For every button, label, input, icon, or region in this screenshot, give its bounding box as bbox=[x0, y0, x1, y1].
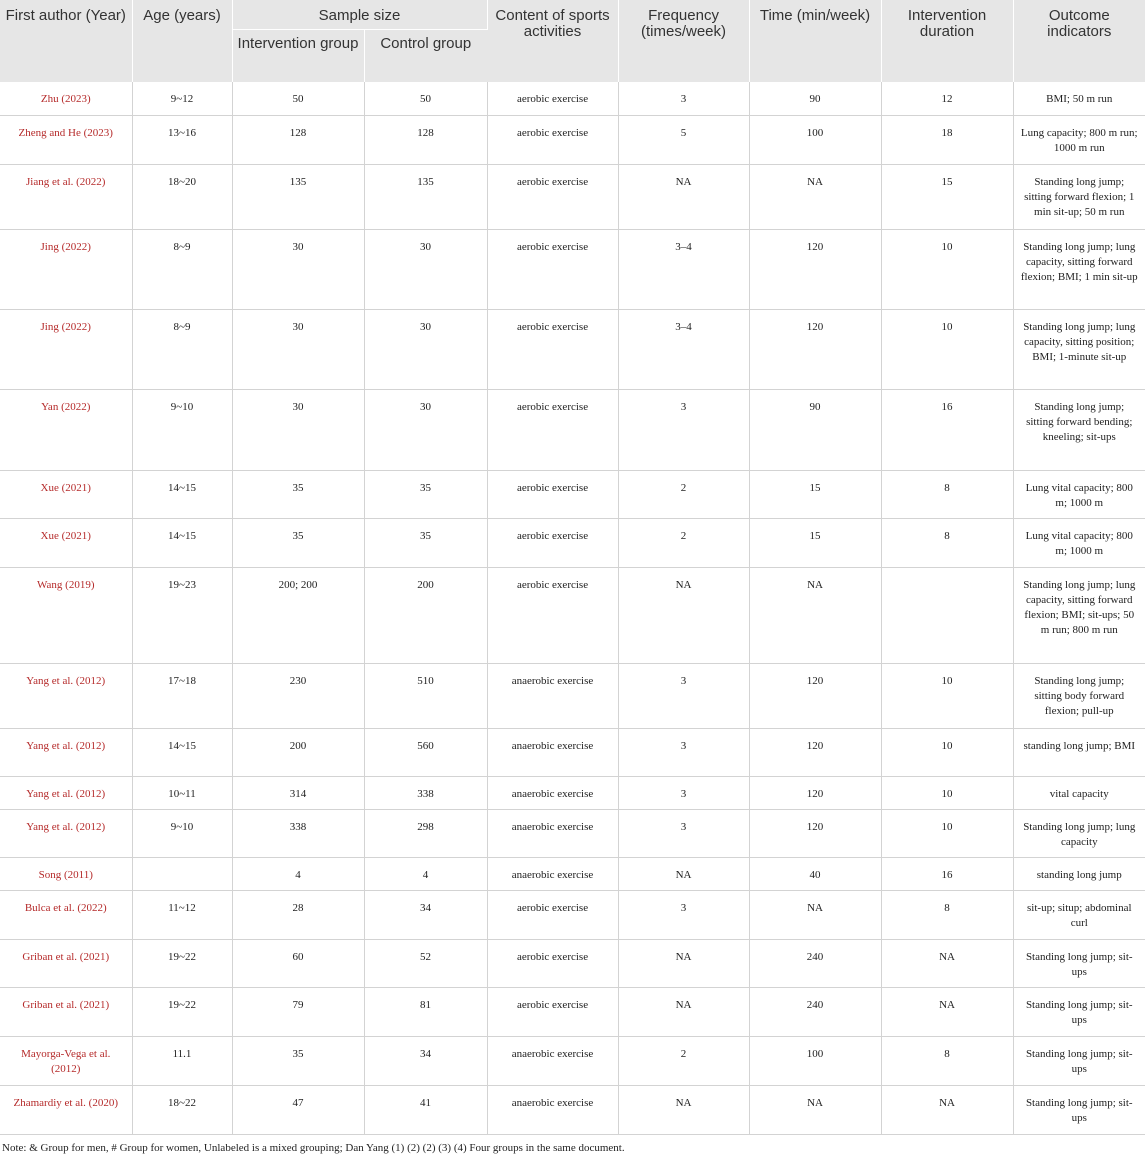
cell-outcome: Standing long jump; sit-ups bbox=[1013, 987, 1145, 1036]
cell-frequency: 3 bbox=[618, 776, 749, 809]
cell-outcome: Standing long jump; sitting forward flexion; 1 min sit-up; 50 m run bbox=[1013, 164, 1145, 229]
cell-author[interactable]: Wang (2019) bbox=[0, 567, 132, 663]
cell-frequency: 2 bbox=[618, 518, 749, 567]
cell-control-group: 4 bbox=[364, 857, 487, 890]
cell-intervention-group: 30 bbox=[232, 309, 364, 389]
cell-control-group: 200 bbox=[364, 567, 487, 663]
cell-content: aerobic exercise bbox=[487, 890, 618, 939]
cell-duration: 16 bbox=[881, 857, 1013, 890]
cell-time: 90 bbox=[749, 82, 881, 115]
cell-outcome: Standing long jump; lung capacity, sitting forward flexion; BMI; sit-ups; 50 m run; 800 m run bbox=[1013, 567, 1145, 663]
cell-duration bbox=[881, 567, 1013, 663]
cell-intervention-group: 200 bbox=[232, 728, 364, 776]
cell-intervention-group: 135 bbox=[232, 164, 364, 229]
cell-control-group: 128 bbox=[364, 115, 487, 164]
cell-duration: 8 bbox=[881, 518, 1013, 567]
cell-time: 120 bbox=[749, 309, 881, 389]
cell-outcome: Standing long jump; lung capacity, sitting position; BMI; 1-minute sit-up bbox=[1013, 309, 1145, 389]
table-body bbox=[0, 82, 1145, 1134]
cell-intervention-group: 50 bbox=[232, 82, 364, 115]
cell-duration: 8 bbox=[881, 890, 1013, 939]
cell-outcome: Lung capacity; 800 m run; 1000 m run bbox=[1013, 115, 1145, 164]
cell-intervention-group: 200; 200 bbox=[232, 567, 364, 663]
cell-intervention-group: 79 bbox=[232, 987, 364, 1036]
cell-content: aerobic exercise bbox=[487, 389, 618, 470]
cell-duration: 10 bbox=[881, 728, 1013, 776]
table-row bbox=[0, 389, 1145, 470]
cell-content: anaerobic exercise bbox=[487, 663, 618, 728]
table-row bbox=[0, 470, 1145, 518]
cell-intervention-group: 35 bbox=[232, 470, 364, 518]
cell-author[interactable]: Yang et al. (2012) bbox=[0, 809, 132, 857]
cell-time: NA bbox=[749, 567, 881, 663]
cell-time: NA bbox=[749, 890, 881, 939]
cell-outcome: standing long jump bbox=[1013, 857, 1145, 890]
cell-duration: 10 bbox=[881, 309, 1013, 389]
table-row bbox=[0, 1085, 1145, 1134]
cell-age: 9~12 bbox=[132, 82, 232, 115]
cell-time: 240 bbox=[749, 939, 881, 987]
table-row bbox=[0, 1036, 1145, 1085]
cell-intervention-group: 30 bbox=[232, 389, 364, 470]
cell-time: 120 bbox=[749, 663, 881, 728]
cell-duration: NA bbox=[881, 987, 1013, 1036]
cell-outcome: vital capacity bbox=[1013, 776, 1145, 809]
header-intervention-group: Intervention group bbox=[232, 29, 364, 82]
cell-age: 8~9 bbox=[132, 309, 232, 389]
cell-control-group: 135 bbox=[364, 164, 487, 229]
cell-author[interactable]: Song (2011) bbox=[0, 857, 132, 890]
cell-author[interactable]: Xue (2021) bbox=[0, 470, 132, 518]
cell-age: 19~22 bbox=[132, 939, 232, 987]
cell-frequency: NA bbox=[618, 987, 749, 1036]
header-first-author: First author (Year) bbox=[0, 0, 132, 82]
cell-intervention-group: 47 bbox=[232, 1085, 364, 1134]
cell-frequency: NA bbox=[618, 164, 749, 229]
cell-content: aerobic exercise bbox=[487, 939, 618, 987]
cell-duration: 8 bbox=[881, 470, 1013, 518]
cell-age: 11.1 bbox=[132, 1036, 232, 1085]
cell-control-group: 338 bbox=[364, 776, 487, 809]
cell-time: 120 bbox=[749, 809, 881, 857]
cell-author[interactable]: Zhamardiy et al. (2020) bbox=[0, 1085, 132, 1134]
cell-age: 9~10 bbox=[132, 389, 232, 470]
cell-intervention-group: 35 bbox=[232, 1036, 364, 1085]
table-row bbox=[0, 987, 1145, 1036]
cell-author[interactable]: Mayorga-Vega et al. (2012) bbox=[0, 1036, 132, 1085]
cell-content: aerobic exercise bbox=[487, 164, 618, 229]
cell-age: 11~12 bbox=[132, 890, 232, 939]
cell-age: 19~23 bbox=[132, 567, 232, 663]
cell-time: 100 bbox=[749, 1036, 881, 1085]
cell-duration: 15 bbox=[881, 164, 1013, 229]
cell-author[interactable]: Jiang et al. (2022) bbox=[0, 164, 132, 229]
cell-content: aerobic exercise bbox=[487, 567, 618, 663]
cell-control-group: 50 bbox=[364, 82, 487, 115]
cell-control-group: 560 bbox=[364, 728, 487, 776]
cell-control-group: 30 bbox=[364, 389, 487, 470]
table-row bbox=[0, 776, 1145, 809]
cell-frequency: 3 bbox=[618, 728, 749, 776]
cell-frequency: 3 bbox=[618, 663, 749, 728]
cell-author[interactable]: Zhu (2023) bbox=[0, 82, 132, 115]
cell-outcome: Standing long jump; lung capacity, sitting forward flexion; BMI; 1 min sit-up bbox=[1013, 229, 1145, 309]
cell-time: 40 bbox=[749, 857, 881, 890]
cell-content: aerobic exercise bbox=[487, 82, 618, 115]
cell-content: aerobic exercise bbox=[487, 470, 618, 518]
cell-outcome: BMI; 50 m run bbox=[1013, 82, 1145, 115]
cell-age: 18~22 bbox=[132, 1085, 232, 1134]
cell-content: aerobic exercise bbox=[487, 309, 618, 389]
cell-intervention-group: 30 bbox=[232, 229, 364, 309]
cell-intervention-group: 60 bbox=[232, 939, 364, 987]
table-row bbox=[0, 82, 1145, 115]
cell-author[interactable]: Griban et al. (2021) bbox=[0, 987, 132, 1036]
cell-content: aerobic exercise bbox=[487, 115, 618, 164]
cell-intervention-group: 35 bbox=[232, 518, 364, 567]
cell-frequency: 3 bbox=[618, 389, 749, 470]
cell-frequency: 3–4 bbox=[618, 229, 749, 309]
cell-control-group: 30 bbox=[364, 229, 487, 309]
cell-duration: 16 bbox=[881, 389, 1013, 470]
cell-outcome: Standing long jump; sit-ups bbox=[1013, 1085, 1145, 1134]
cell-frequency: 3 bbox=[618, 809, 749, 857]
cell-author[interactable]: Xue (2021) bbox=[0, 518, 132, 567]
cell-time: 120 bbox=[749, 776, 881, 809]
cell-frequency: 5 bbox=[618, 115, 749, 164]
cell-duration: 12 bbox=[881, 82, 1013, 115]
cell-outcome: Standing long jump; sit-ups bbox=[1013, 939, 1145, 987]
table-row bbox=[0, 857, 1145, 890]
cell-outcome: Standing long jump; sitting body forward flexion; pull-up bbox=[1013, 663, 1145, 728]
cell-age: 9~10 bbox=[132, 809, 232, 857]
cell-frequency: 2 bbox=[618, 1036, 749, 1085]
cell-frequency: NA bbox=[618, 857, 749, 890]
cell-duration: 10 bbox=[881, 229, 1013, 309]
cell-time: 15 bbox=[749, 518, 881, 567]
header-content: Content of sports activities bbox=[487, 0, 618, 82]
cell-time: NA bbox=[749, 1085, 881, 1134]
cell-time: 120 bbox=[749, 728, 881, 776]
cell-age: 14~15 bbox=[132, 470, 232, 518]
cell-age: 10~11 bbox=[132, 776, 232, 809]
table-row bbox=[0, 518, 1145, 567]
cell-control-group: 34 bbox=[364, 1036, 487, 1085]
cell-author[interactable]: Zheng and He (2023) bbox=[0, 115, 132, 164]
cell-author[interactable]: Yang et al. (2012) bbox=[0, 776, 132, 809]
cell-frequency: 3 bbox=[618, 82, 749, 115]
cell-duration: 10 bbox=[881, 809, 1013, 857]
cell-intervention-group: 314 bbox=[232, 776, 364, 809]
table-row bbox=[0, 567, 1145, 663]
header-time: Time (min/week) bbox=[749, 0, 881, 82]
cell-control-group: 52 bbox=[364, 939, 487, 987]
cell-control-group: 298 bbox=[364, 809, 487, 857]
table-note: Note: & Group for men, # Group for women, Unlabeled is a mixed grouping; Dan Yang (1) (2) (2) (3) (4) Four groups in the same document. bbox=[2, 1141, 625, 1154]
cell-age: 14~15 bbox=[132, 518, 232, 567]
cell-author[interactable]: Yang et al. (2012) bbox=[0, 663, 132, 728]
cell-content: anaerobic exercise bbox=[487, 1085, 618, 1134]
table-row bbox=[0, 939, 1145, 987]
table-row bbox=[0, 309, 1145, 389]
cell-content: anaerobic exercise bbox=[487, 1036, 618, 1085]
cell-author[interactable]: Griban et al. (2021) bbox=[0, 939, 132, 987]
cell-age: 13~16 bbox=[132, 115, 232, 164]
cell-outcome: Lung vital capacity; 800 m; 1000 m bbox=[1013, 518, 1145, 567]
cell-content: anaerobic exercise bbox=[487, 776, 618, 809]
cell-frequency: NA bbox=[618, 939, 749, 987]
table-row bbox=[0, 663, 1145, 728]
cell-control-group: 35 bbox=[364, 518, 487, 567]
cell-outcome: Standing long jump; sitting forward bending; kneeling; sit-ups bbox=[1013, 389, 1145, 470]
cell-intervention-group: 28 bbox=[232, 890, 364, 939]
cell-author[interactable]: Yan (2022) bbox=[0, 389, 132, 470]
header-duration: Intervention duration bbox=[881, 0, 1013, 82]
cell-control-group: 35 bbox=[364, 470, 487, 518]
cell-duration: 8 bbox=[881, 1036, 1013, 1085]
cell-outcome: Standing long jump; sit-ups bbox=[1013, 1036, 1145, 1085]
cell-duration: NA bbox=[881, 939, 1013, 987]
cell-frequency: NA bbox=[618, 1085, 749, 1134]
cell-duration: NA bbox=[881, 1085, 1013, 1134]
cell-age: 19~22 bbox=[132, 987, 232, 1036]
table-row bbox=[0, 890, 1145, 939]
table-row bbox=[0, 164, 1145, 229]
cell-content: aerobic exercise bbox=[487, 518, 618, 567]
cell-intervention-group: 128 bbox=[232, 115, 364, 164]
cell-time: 240 bbox=[749, 987, 881, 1036]
cell-time: 120 bbox=[749, 229, 881, 309]
cell-time: 100 bbox=[749, 115, 881, 164]
cell-age: 8~9 bbox=[132, 229, 232, 309]
cell-content: aerobic exercise bbox=[487, 987, 618, 1036]
cell-intervention-group: 230 bbox=[232, 663, 364, 728]
cell-author[interactable]: Jing (2022) bbox=[0, 229, 132, 309]
cell-time: 90 bbox=[749, 389, 881, 470]
cell-outcome: standing long jump; BMI bbox=[1013, 728, 1145, 776]
cell-age bbox=[132, 857, 232, 890]
cell-intervention-group: 4 bbox=[232, 857, 364, 890]
header-sample-size: Sample size bbox=[232, 0, 487, 29]
header-age: Age (years) bbox=[132, 0, 232, 82]
header-frequency: Frequency (times/week) bbox=[618, 0, 749, 82]
cell-time: 15 bbox=[749, 470, 881, 518]
cell-age: 14~15 bbox=[132, 728, 232, 776]
cell-duration: 18 bbox=[881, 115, 1013, 164]
cell-outcome: sit-up; situp; abdominal curl bbox=[1013, 890, 1145, 939]
cell-author[interactable]: Yang et al. (2012) bbox=[0, 728, 132, 776]
cell-frequency: NA bbox=[618, 567, 749, 663]
cell-control-group: 34 bbox=[364, 890, 487, 939]
table-row bbox=[0, 229, 1145, 309]
cell-control-group: 41 bbox=[364, 1085, 487, 1134]
cell-content: aerobic exercise bbox=[487, 229, 618, 309]
table-header bbox=[0, 0, 1145, 82]
cell-control-group: 30 bbox=[364, 309, 487, 389]
table-row bbox=[0, 809, 1145, 857]
cell-duration: 10 bbox=[881, 776, 1013, 809]
cell-frequency: 3 bbox=[618, 890, 749, 939]
cell-frequency: 3–4 bbox=[618, 309, 749, 389]
cell-outcome: Lung vital capacity; 800 m; 1000 m bbox=[1013, 470, 1145, 518]
cell-age: 18~20 bbox=[132, 164, 232, 229]
cell-content: anaerobic exercise bbox=[487, 857, 618, 890]
cell-author[interactable]: Jing (2022) bbox=[0, 309, 132, 389]
cell-age: 17~18 bbox=[132, 663, 232, 728]
header-control-group: Control group bbox=[364, 29, 487, 82]
cell-frequency: 2 bbox=[618, 470, 749, 518]
cell-control-group: 81 bbox=[364, 987, 487, 1036]
cell-outcome: Standing long jump; lung capacity bbox=[1013, 809, 1145, 857]
cell-author[interactable]: Bulca et al. (2022) bbox=[0, 890, 132, 939]
cell-duration: 10 bbox=[881, 663, 1013, 728]
cell-control-group: 510 bbox=[364, 663, 487, 728]
table-row bbox=[0, 728, 1145, 776]
table-row bbox=[0, 115, 1145, 164]
cell-content: anaerobic exercise bbox=[487, 809, 618, 857]
header-outcome: Outcome indicators bbox=[1013, 0, 1145, 82]
cell-content: anaerobic exercise bbox=[487, 728, 618, 776]
cell-intervention-group: 338 bbox=[232, 809, 364, 857]
cell-time: NA bbox=[749, 164, 881, 229]
